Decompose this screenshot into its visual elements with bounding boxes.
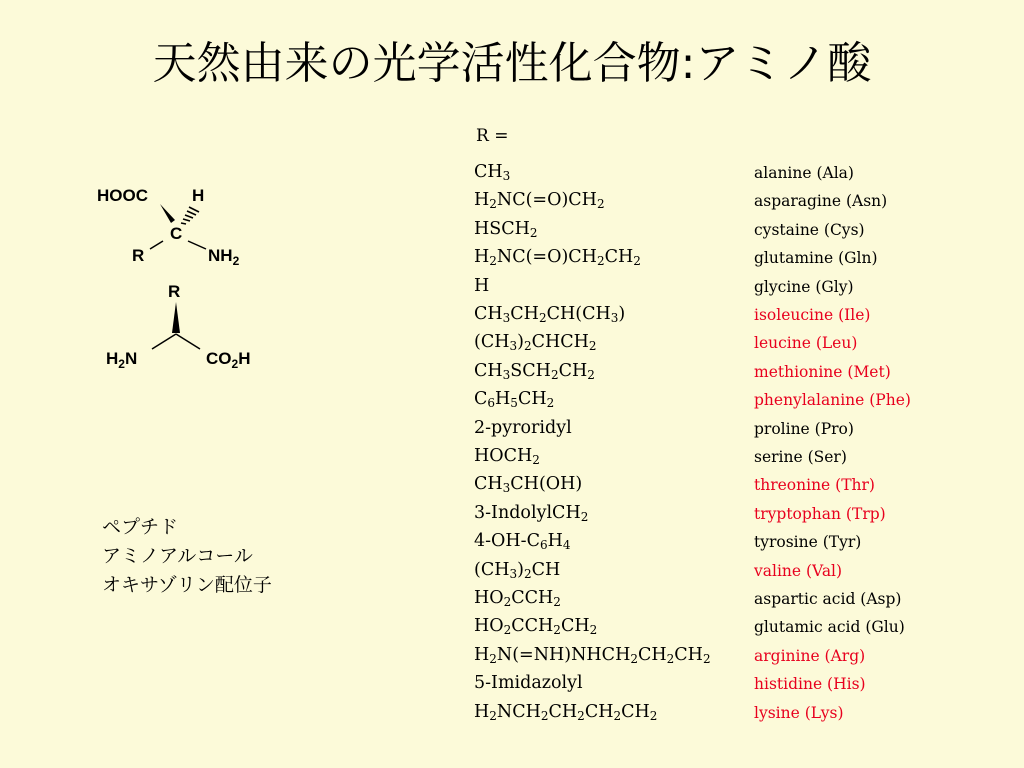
subscript: 2 [523, 567, 532, 581]
formula-text: H [474, 276, 490, 296]
zigzag-right-label: $CO_2H$ [206, 349, 251, 371]
formula-text: CH [531, 560, 561, 580]
r-header: R = [476, 126, 509, 146]
amino-acid-name: valine (Val) [754, 562, 843, 580]
fischer-top-right-label: H [192, 186, 205, 205]
amino-acid-name: glutamine (Gln) [754, 249, 878, 267]
notes-list [102, 513, 272, 600]
fischer-bottom-left-label: R [132, 246, 145, 265]
amino-acid-name: arginine (Arg) [754, 647, 866, 665]
subscript: 6 [487, 396, 496, 410]
formula-text: CH [548, 702, 578, 722]
subscript: 4 [562, 538, 571, 552]
formula-text: ) [517, 560, 524, 580]
fischer-top-left-label: HOOC [97, 186, 148, 205]
subscript: 2 [503, 595, 512, 609]
note-amino-alcohol: アミノアルコール [102, 545, 253, 567]
amino-acid-name: alanine (Ala) [754, 164, 854, 182]
amino-acid-name: tryptophan (Trp) [754, 505, 886, 523]
formula-text: CH [474, 361, 503, 381]
formula-text: CCH [511, 588, 554, 608]
amino-acid-name: isoleucine (Ile) [754, 306, 871, 324]
amino-acid-name: tyrosine (Tyr) [754, 533, 862, 551]
formula-text: CH(CH [546, 304, 611, 324]
subscript: 2 [588, 339, 597, 353]
subscript: 2 [702, 652, 711, 666]
formula-text: CH [674, 645, 703, 665]
r-group [474, 190, 605, 210]
formula-text: 3-IndolylCH [474, 503, 581, 523]
subscript: 2 [489, 652, 497, 666]
amino-acid-name: aspartic acid (Asp) [754, 590, 902, 608]
subscript: 2 [630, 652, 638, 666]
formula-text: ) [618, 304, 626, 324]
formula-text: CH [560, 616, 590, 636]
subscript: 2 [587, 368, 595, 382]
page-title: 天然由来の光学活性化合物:アミノ酸 [152, 38, 872, 89]
r-group [474, 219, 538, 239]
amino-acid-name: asparagine (Asn) [754, 192, 888, 210]
fischer-center-label: C [170, 224, 183, 243]
formula-text: H [474, 645, 490, 665]
formula-text: CH [474, 304, 503, 324]
amino-acid-name: phenylalanine (Phe) [754, 391, 911, 409]
subscript: 2 [503, 623, 512, 637]
subscript: 3 [502, 368, 511, 382]
formula-text: 2-pyroridyl [474, 418, 572, 438]
formula-text: CH [604, 247, 634, 267]
formula-text: NCH [496, 702, 541, 722]
formula-text: HOCH [474, 446, 533, 466]
r-group [474, 673, 583, 693]
formula-text: HO [474, 588, 504, 608]
amino-acid-name: histidine (His) [754, 675, 866, 693]
formula-text: CH [637, 645, 667, 665]
formula-text: H [474, 190, 490, 210]
r-group [474, 276, 489, 296]
subscript: 2 [596, 197, 605, 211]
zigzag-left-label: $H_2N$ [106, 349, 138, 371]
formula-text: N(=NH)NHCH [496, 645, 631, 665]
subscript: 3 [502, 481, 511, 495]
r-group [474, 418, 572, 438]
subscript: 2 [540, 709, 549, 723]
formula-text: CH [474, 474, 503, 494]
subscript: 2 [523, 339, 532, 353]
subscript: 3 [509, 339, 518, 353]
zigzag-top-label: R [168, 282, 181, 301]
subscript: 3 [610, 311, 619, 325]
formula-text: CH [558, 361, 588, 381]
subscript: 2 [580, 510, 589, 524]
subscript: 2 [538, 311, 547, 325]
formula-text: CH [474, 162, 503, 182]
subscript: 2 [613, 709, 622, 723]
r-group [474, 503, 588, 523]
zigzag-structure [0, 0, 300, 400]
subscript: 2 [649, 709, 658, 723]
subscript: 2 [489, 197, 497, 211]
r-group [474, 645, 711, 665]
subscript: 2 [546, 396, 555, 410]
r-group [474, 332, 597, 352]
subscript: 2 [633, 254, 641, 268]
r-group [474, 474, 582, 494]
subscript: 2 [532, 453, 540, 467]
subscript: 2 [550, 368, 559, 382]
r-group [474, 560, 560, 580]
subscript: 2 [489, 709, 497, 723]
formula-text: H [474, 247, 490, 267]
subscript: 2 [489, 254, 497, 268]
r-group [474, 531, 571, 551]
subscript: 5 [510, 396, 518, 410]
amino-acid-name: serine (Ser) [754, 448, 847, 466]
note-peptide: ペプチド [102, 516, 179, 538]
formula-text: CH [510, 304, 539, 324]
r-group [474, 162, 510, 182]
subscript: 2 [596, 254, 605, 268]
subscript: 2 [666, 652, 675, 666]
formula-text: CCH [511, 616, 554, 636]
r-group [474, 389, 554, 409]
subscript: 2 [553, 623, 561, 637]
formula-text: CH(OH) [510, 474, 583, 494]
formula-text: NC(=O)CH [496, 247, 597, 267]
formula-text: (CH [474, 332, 510, 352]
amino-acid-name: cystaine (Cys) [754, 221, 865, 239]
formula-text: (CH [474, 560, 510, 580]
amino-acid-name: proline (Pro) [754, 420, 854, 438]
amino-acid-name: lysine (Lys) [754, 704, 844, 722]
amino-acid-name: threonine (Thr) [754, 476, 875, 494]
r-group [474, 361, 595, 381]
subscript: 6 [539, 538, 548, 552]
amino-acid-name: leucine (Leu) [754, 334, 858, 352]
formula-text: 4-OH-C [474, 531, 540, 551]
formula-text: CH [584, 702, 614, 722]
zigzag-left-bond [152, 334, 176, 349]
formula-text: H [474, 702, 490, 722]
subscript: 2 [529, 226, 538, 240]
subscript: 2 [553, 595, 561, 609]
r-group [474, 304, 625, 324]
zigzag-right-bond [176, 334, 200, 349]
subscript: 3 [502, 169, 511, 183]
note-oxazoline-ligand: オキサゾリン配位子 [102, 574, 272, 596]
r-group [474, 588, 561, 608]
subscript: 2 [577, 709, 585, 723]
formula-text: CH [621, 702, 650, 722]
amino-acid-name: glutamic acid (Glu) [754, 618, 905, 636]
formula-text: H [495, 389, 511, 409]
amino-acid-name: glycine (Gly) [754, 278, 854, 296]
subscript: 3 [509, 567, 518, 581]
formula-text: HO [474, 616, 504, 636]
formula-text: ) [517, 332, 524, 352]
subscript: 2 [589, 623, 598, 637]
formula-text: NC(=O)CH [496, 190, 597, 210]
subscript: 3 [502, 311, 511, 325]
fischer-bottom-right-label: $NH_2$ [208, 246, 240, 268]
formula-text: CH [517, 389, 547, 409]
r-group [474, 446, 540, 466]
zigzag-wedge-bond [172, 302, 180, 333]
formula-text: HSCH [474, 219, 530, 239]
amino-acid-name: methionine (Met) [754, 363, 891, 381]
formula-text: 5-Imidazolyl [474, 673, 583, 693]
formula-text: CHCH [531, 332, 589, 352]
formula-text: SCH [510, 361, 551, 381]
r-group [474, 702, 657, 722]
formula-text: C [474, 389, 488, 409]
r-group [474, 616, 597, 636]
r-group [474, 247, 641, 267]
formula-text: H [547, 531, 563, 551]
